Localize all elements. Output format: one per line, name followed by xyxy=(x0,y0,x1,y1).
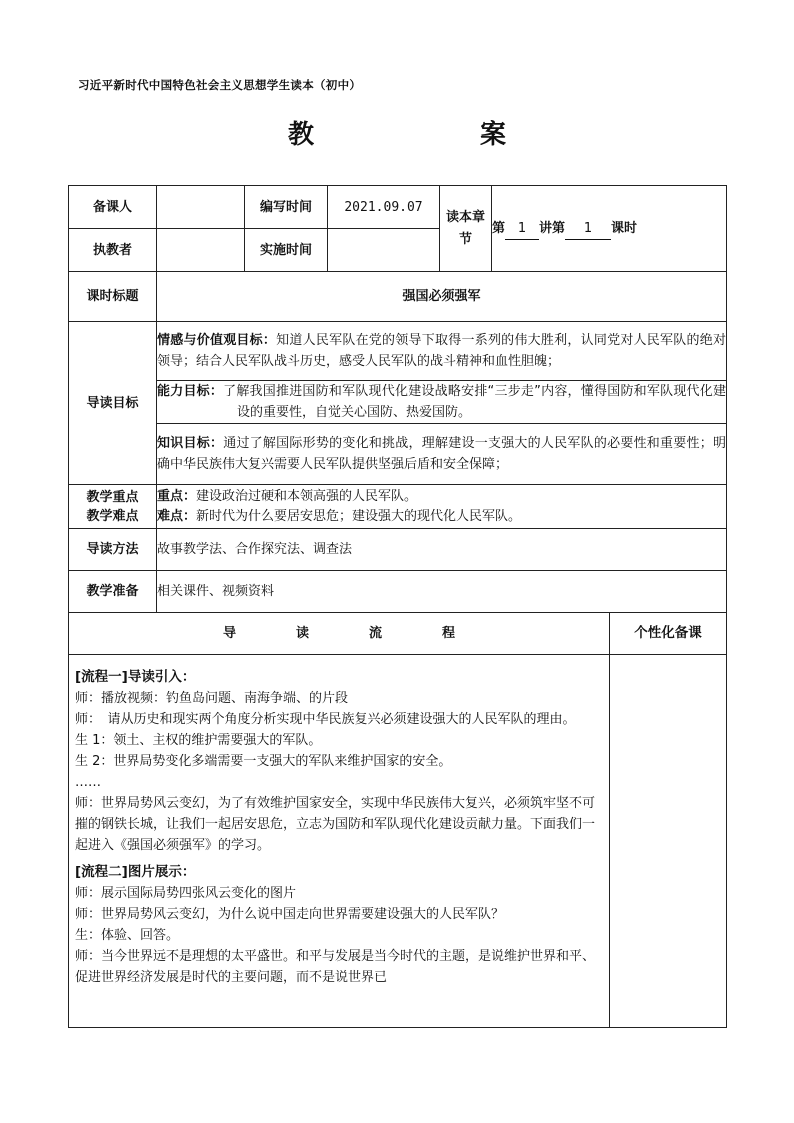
impl-time-value xyxy=(328,229,440,272)
lesson-plan-table xyxy=(68,185,727,1028)
key-points-label-1: 教学重点 xyxy=(86,489,139,505)
series-title: 习近平新时代中国特色社会主义思想学生读本（初中） xyxy=(78,78,362,92)
prep-label: 教学准备 xyxy=(69,571,157,613)
document-title: 教 案 xyxy=(287,120,576,150)
emotion-goal xyxy=(157,322,727,381)
flow-line: 生 2：世界局势变化多端需要一支强大的军队来维护国家的安全。 xyxy=(75,754,452,769)
flow-line: 师：播放视频：钓鱼岛问题、南海争端、的片段 xyxy=(75,691,349,706)
knowledge-goal-text: 通过了解国际形势的变化和挑战，理解建设一支强大的人民军队的必要性和重要性；明确中华民族伟大复兴需要人民军队提供坚强后盾和安全保障； xyxy=(157,436,726,472)
flow-line: 师：展示国际局势四张风云变化的图片 xyxy=(75,886,297,901)
emotion-goal-text: 知道人民军队在党的领导下取得一系列的伟大胜利，认同党对人民军队的绝对领导；结合人民军队战斗历史，感受人民军队的战斗精神和血性胆魄； xyxy=(157,333,726,369)
focus-label: 重点： xyxy=(157,488,197,504)
preparer-label: 备课人 xyxy=(69,186,157,229)
lesson-number xyxy=(492,186,727,272)
personal-prep-label: 个性化备课 xyxy=(610,613,727,655)
period-number: 1 xyxy=(565,219,611,240)
flow-line: [流程二]图片展示： xyxy=(75,864,196,880)
ability-goal xyxy=(157,381,727,424)
flow-line: 师：世界局势风云变幻，为了有效维护国家安全，实现中华民族伟大复兴，必须筑牢坚不可摧的钢铁长城，让我们一起居安思危，立志为国防和军队现代化建设贡献力量。下面我们一起进入《强国必须强军》的学习。 xyxy=(75,796,596,853)
key-points-label-2: 教学难点 xyxy=(86,508,139,524)
flow-line: [流程一]导读引入： xyxy=(75,669,196,685)
personal-prep-cell xyxy=(610,655,727,1028)
flow-line: …… xyxy=(75,775,101,790)
key-points-label xyxy=(69,485,157,529)
impl-time-label: 实施时间 xyxy=(245,229,328,272)
flow-line: 师： 请从历史和现实两个角度分析实现中华民族复兴必须建设强大的人民军队的理由。 xyxy=(75,712,576,727)
difficulty-text: 新时代为什么要居安思危；建设强大的现代化人民军队。 xyxy=(196,508,522,524)
flow-heading-char: 程 xyxy=(442,626,456,641)
lecture-number: 1 xyxy=(505,219,539,240)
flow-line: 师：当今世界远不是理想的太平盛世。和平与发展是当今时代的主题，是说维护世界和平、促进世界经济发展是时代的主要问题，而不是说世界已 xyxy=(75,949,596,985)
difficulty-label: 难点： xyxy=(157,508,197,524)
written-time-value: 2021.09.07 xyxy=(328,186,440,229)
flow-content xyxy=(69,655,610,1028)
knowledge-goal-label: 知识目标： xyxy=(157,436,224,451)
chapter-label: 读本章节 xyxy=(440,186,492,272)
flow-line: 师：世界局势风云变幻，为什么说中国走向世界需要建设强大的人民军队？ xyxy=(75,907,505,922)
flow-line: 生 1：领土、主权的维护需要强大的军队。 xyxy=(75,733,322,748)
teacher-label: 执教者 xyxy=(69,229,157,272)
method-value: 故事教学法、合作探究法、调查法 xyxy=(157,529,727,571)
goals-label: 导读目标 xyxy=(69,322,157,485)
topic-label: 课时标题 xyxy=(69,272,157,322)
teacher-value xyxy=(157,229,245,272)
written-time-label: 编写时间 xyxy=(245,186,328,229)
flow-line: 生：体验、回答。 xyxy=(75,928,180,943)
key-points-content xyxy=(157,485,727,529)
prep-value: 相关课件、视频资料 xyxy=(157,571,727,613)
lesson-prefix: 第 xyxy=(492,220,506,236)
flow-heading-char: 流 xyxy=(369,626,383,641)
focus-text: 建设政治过硬和本领高强的人民军队。 xyxy=(196,488,418,504)
topic-value: 强国必须强军 xyxy=(157,272,727,322)
flow-heading xyxy=(69,613,610,655)
knowledge-goal xyxy=(157,424,727,485)
flow-heading-char: 读 xyxy=(295,626,309,641)
ability-goal-label: 能力目标： xyxy=(157,384,224,399)
ability-goal-text: 了解我国推进国防和军队现代化建设战略安排“三步走”内容，懂得国防和军队现代化建设的重要性，自觉关心国防、热爱国防。 xyxy=(223,384,726,420)
emotion-goal-label: 情感与价值观目标： xyxy=(157,333,277,348)
lesson-suffix: 课时 xyxy=(611,220,638,236)
flow-heading-char: 导 xyxy=(222,626,236,641)
preparer-value xyxy=(157,186,245,229)
lesson-mid: 讲第 xyxy=(539,220,566,236)
method-label: 导读方法 xyxy=(69,529,157,571)
